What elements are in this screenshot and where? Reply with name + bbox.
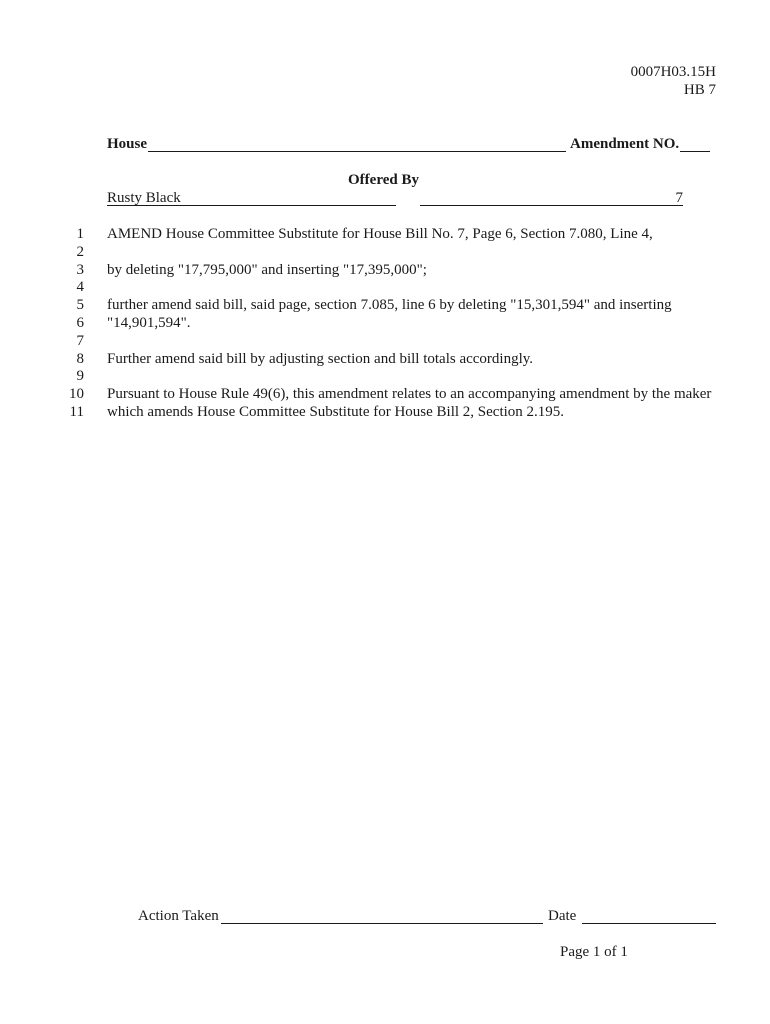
line-text: further amend said bill, said page, section 7.085, line 6 by deleting "15,301,594" and inserting [107,297,672,313]
page-number: Page 1 of 1 [560,944,628,960]
sponsor-district-line [420,205,683,206]
sponsor-name: Rusty Black [107,190,181,206]
house-blank-line [148,151,566,152]
line-text: Pursuant to House Rule 49(6), this amendment relates to an accompanying amendment by the maker [107,386,712,402]
line-text: AMEND House Committee Substitute for House Bill No. 7, Page 6, Section 7.080, Line 4, [107,226,653,242]
line-number: 3 [76,262,84,278]
line-number: 2 [76,244,84,260]
line-text: Further amend said bill by adjusting section and bill totals accordingly. [107,351,534,367]
line-number: 7 [76,333,84,349]
bill-number: HB 7 [683,82,716,98]
date-label: Date [548,908,577,924]
line-number: 9 [76,368,84,384]
sponsor-district: 7 [675,190,683,206]
action-taken-label: Action Taken [138,908,219,924]
line-number: 10 [69,386,84,402]
line-number: 11 [69,404,84,420]
line-number: 6 [76,315,84,331]
offered-by-label: Offered By [348,172,419,188]
line-number: 1 [76,226,84,242]
line-number: 8 [76,351,84,367]
house-label: House [107,136,148,152]
date-line [582,923,716,924]
line-text: by deleting "17,795,000" and inserting "17,395,000"; [107,262,427,278]
amendment-number-blank-line [680,151,710,152]
line-text: which amends House Committee Substitute for House Bill 2, Section 2.195. [107,404,565,420]
line-number: 4 [76,279,84,295]
action-taken-line [221,923,543,924]
line-text: "14,901,594". [107,315,191,331]
amendment-number-label: Amendment NO. [570,136,680,152]
sponsor-name-line [107,205,396,206]
document-id: 0007H03.15H [630,64,716,80]
line-number: 5 [76,297,84,313]
